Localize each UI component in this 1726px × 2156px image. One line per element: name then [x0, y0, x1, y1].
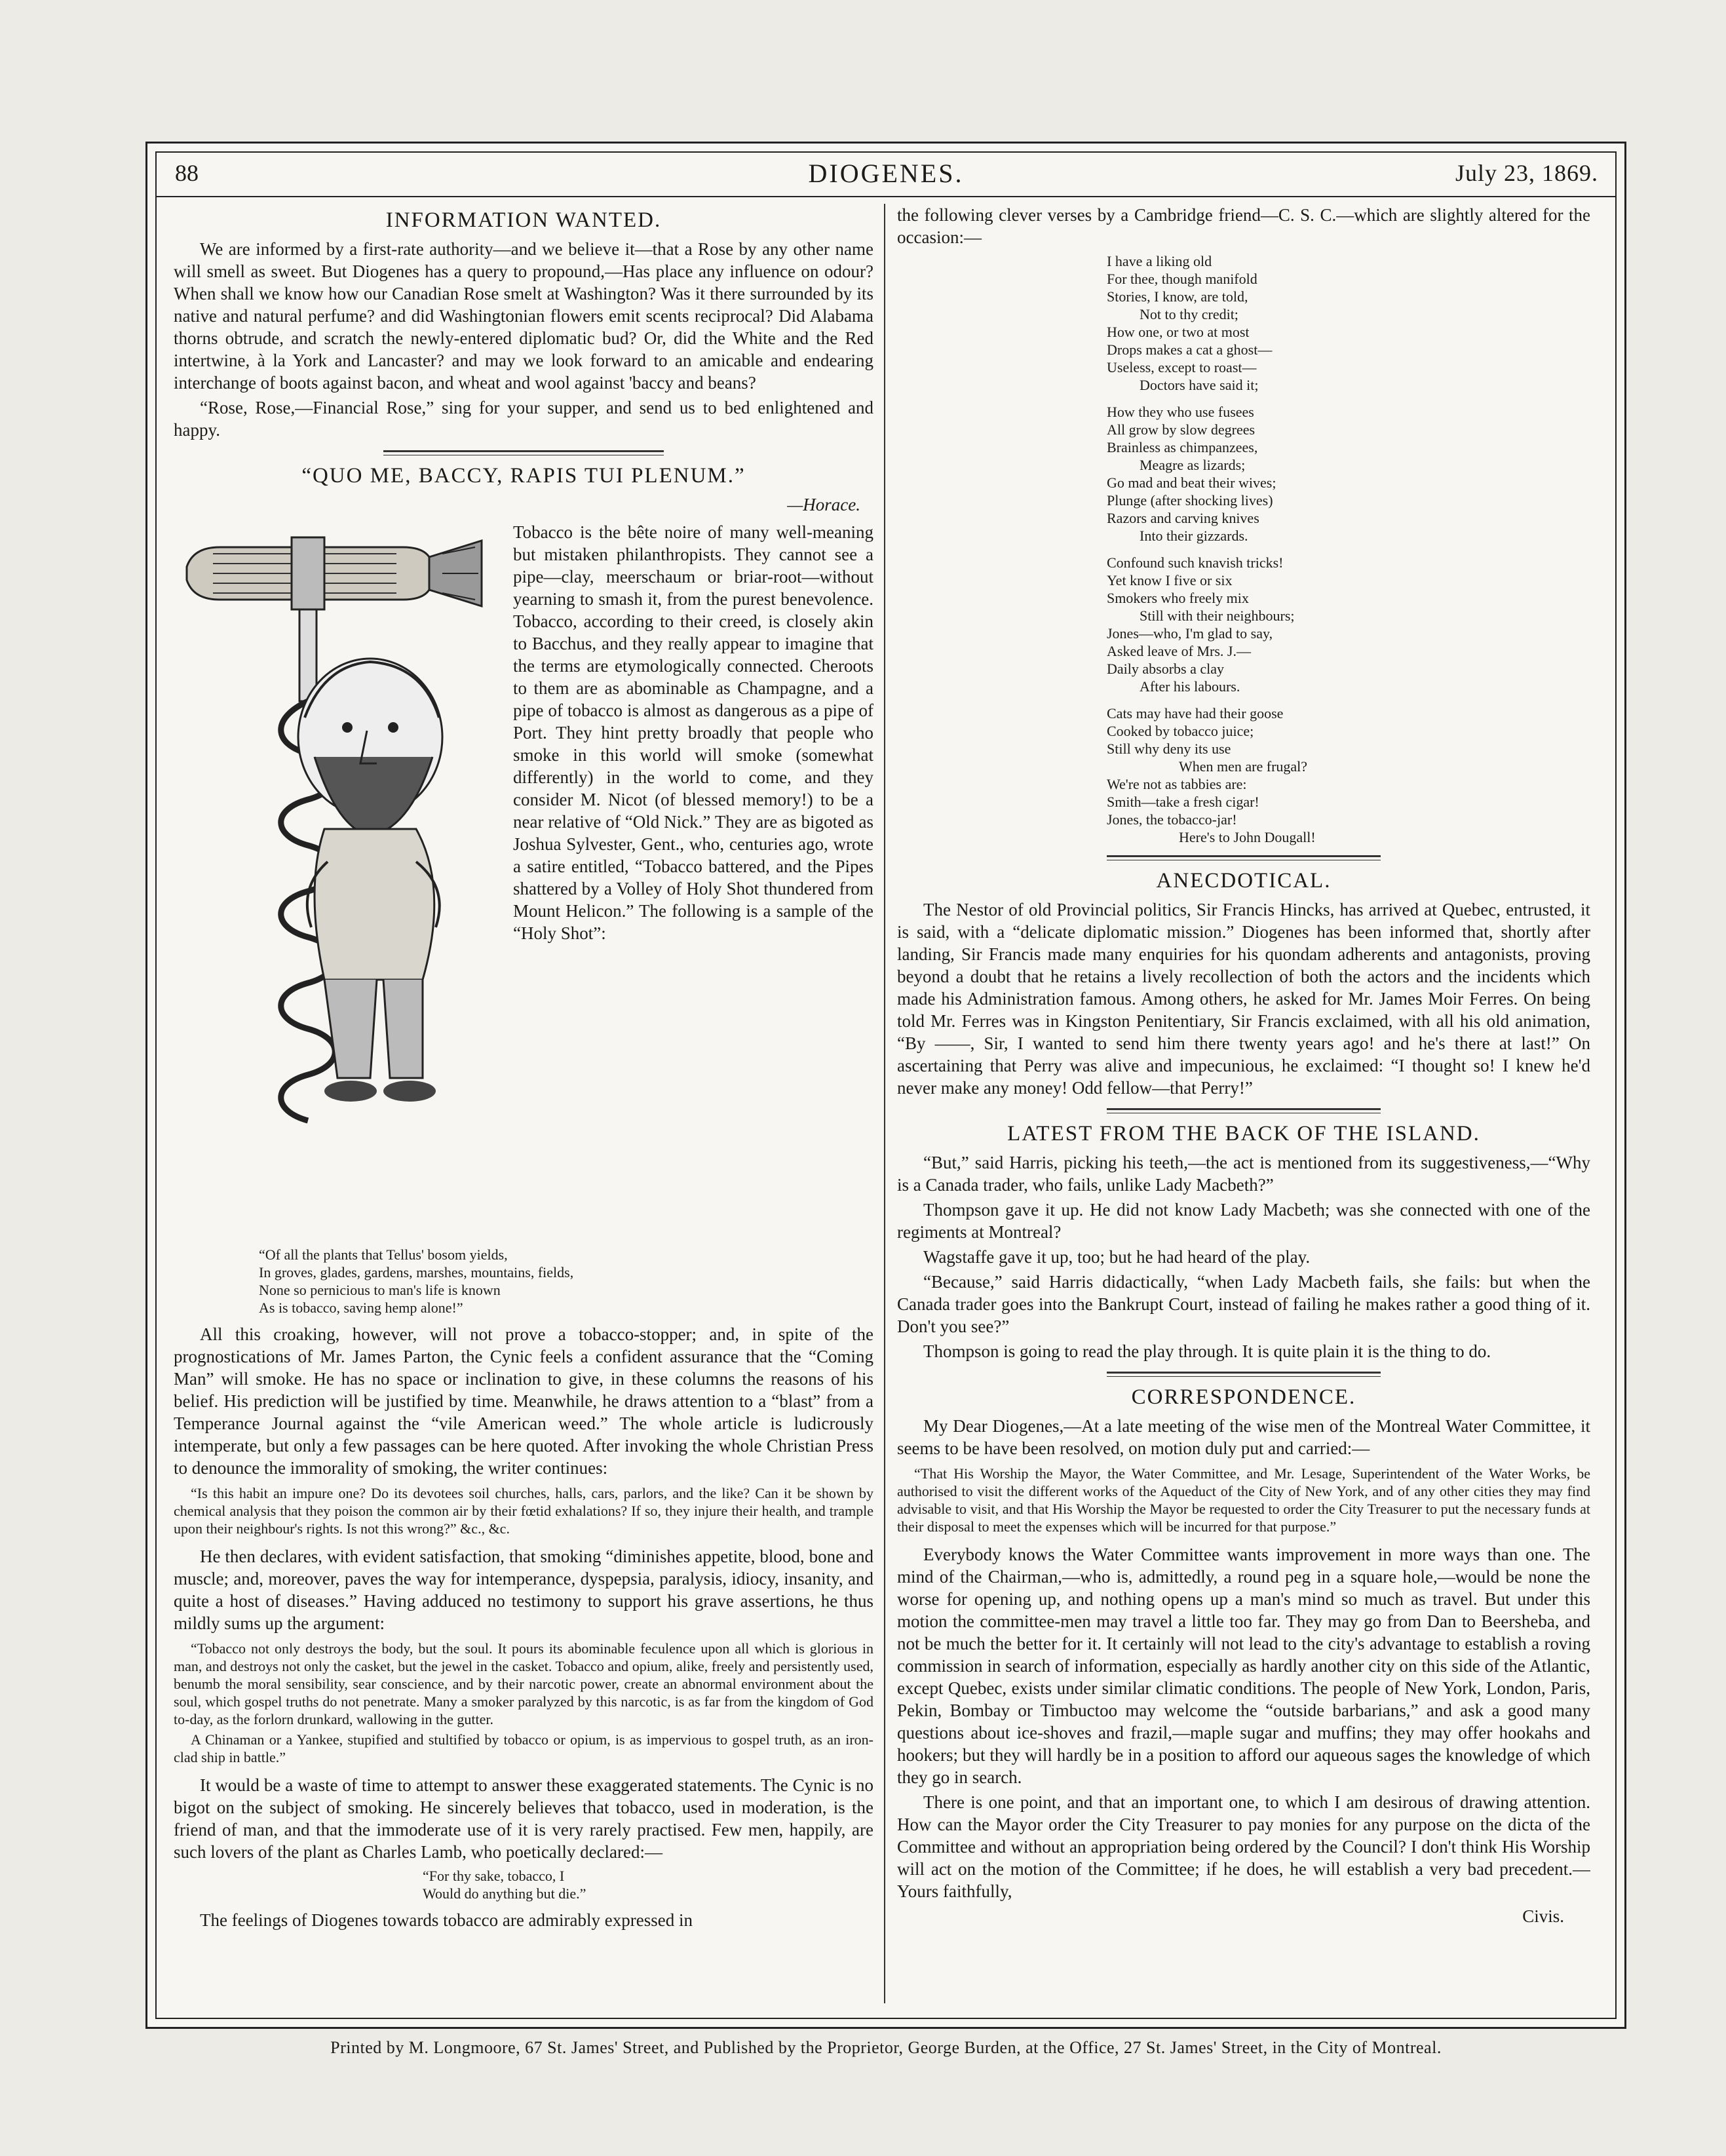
verse-line: Cooked by tobacco juice; — [1107, 723, 1254, 739]
correspondence-intro: My Dear Diogenes,—At a late meeting of the wise men of the Montreal Water Committee, it seems to be have been resolved, on motion duly put and carried:— — [897, 1416, 1590, 1458]
verse-line: Useless, except to roast— — [1107, 359, 1257, 375]
verse-line: After his labours. — [1140, 678, 1240, 695]
page-number: 88 — [175, 160, 199, 186]
column-divider — [884, 204, 885, 2003]
information-wanted-heading: INFORMATION WANTED. — [385, 208, 662, 232]
page-frame — [155, 151, 1617, 2019]
latest-paragraph-2: Thompson gave it up. He did not know Lady Macbeth; was she connected with one of the regiments at Montreal? — [897, 1200, 1590, 1242]
tobacco-body-paragraph-1: All this croaking, however, will not prove a tobacco-stopper; and, in spite of the prognostications of Mr. James Parton, the Cynic feels a confident assurance that the “Coming Man” will smoke. He has no space or inclination to give, in these columns the reasons of his belief. His prediction will be justified by time. Meanwhile, he draws attention to a “blast” from a Temperance Journal against the “vile American weed.” The whole article is ludicrously intemperate, but only a few passages can be here quoted. After invoking the whole Christian Press to denounce the immorality of smoking, the writer continues: — [174, 1324, 873, 1478]
tobacco-body-paragraph-4: The feelings of Diogenes towards tobacco are admirably expressed in — [200, 1910, 693, 1930]
verse-line: Smokers who freely mix — [1107, 590, 1249, 606]
section-rule — [383, 450, 664, 455]
latest-paragraph-5: Thompson is going to read the play through. It is quite plain it is the thing to do. — [923, 1341, 1491, 1361]
quote-text: A Chinaman or a Yankee, stupified and stultified by tobacco or opium, is as impervious to gospel truth, as an iron-clad ship in battle.” — [174, 1731, 873, 1765]
cambridge-verse — [1107, 252, 1590, 846]
tobacco-intro-paragraph: Tobacco is the bête noire of many well-meaning but mistaken philanthropists. They cannot see a pipe—clay, meerschaum or briar-root—without yearning to smash it, from the purest benevolence. Tobacco, according to their creed, is closely akin to Bacchus, and they really appear to imagine that the terms are etymologically connected. Cheroots to them are as abominable as Champagne, and a pipe of tobacco is almost as dangerous as a pipe of Port. They hint pretty broadly that people who smoke in this world will smoke (somewhat differently) in the world to come, and they consider M. Nicot (of blessed memory!) to be a near relative of “Old Nick.” They are as bigoted as Joshua Sylvester, Gent., who, centuries ago, wrote a satire entitled, “Tobacco battered, and the Pipes shattered by a Volley of Holy Shot thundered from Mount Helicon.” The following is a sample of the “Holy Shot”: — [513, 522, 873, 943]
verse-line: Drops makes a cat a ghost— — [1107, 341, 1273, 358]
verse-stanza-3 — [1107, 554, 1590, 695]
printer-imprint: Printed by M. Longmoore, 67 St. James' Street, and Published by the Proprietor, George Burden, at the Office, 27 St. James' Street, in the City of Montreal. — [330, 2038, 1442, 2057]
temperance-quote-2 — [174, 1640, 873, 1766]
issue-date: July 23, 1869. — [1455, 160, 1598, 186]
left-column — [174, 204, 873, 2003]
latest-heading: LATEST FROM THE BACK OF THE ISLAND. — [1007, 1122, 1480, 1145]
correspondence-heading: CORRESPONDENCE. — [1131, 1385, 1356, 1409]
verse-line: Still with their neighbours; — [1140, 607, 1295, 624]
verse-line: Meagre as lizards; — [1140, 457, 1246, 473]
information-paragraph-2: “Rose, Rose,—Financial Rose,” sing for your supper, and send us to bed enlightened and happy. — [174, 398, 873, 440]
verse-line: Asked leave of Mrs. J.— — [1107, 643, 1251, 659]
verse-intro: the following clever verses by a Cambridge friend—C. S. C.—which are slightly altered for the occasion:— — [897, 205, 1590, 247]
verse-line: Here's to John Dougall! — [1179, 829, 1316, 845]
information-paragraph-1: We are informed by a first-rate authority—and we believe it—that a Rose by any other name will smell as sweet. But Diogenes has a query to propound,—Has place any influence on odour? When shall we know how our Canadian Rose smelt at Washington? Was it there surrounded by its native and natural perfume? and did Washingtonian flowers emit scents reciprocal? Did Alabama thorns obtrude, and scratch the newly-entered diplomatic bud? Or, did the White and the Red intertwine, à la York and Lancaster? and may we look forward to an amicable and endearing interchange of boots against bacon, and wheat and wool against 'baccy and beans? — [174, 239, 873, 393]
quote-text: “Tobacco not only destroys the body, but the soul. It pours its abominable feculence upon all which is glorious in man, and destroys not only the casket, but the jewel in the casket. Tobacco and opium, alike, freely and persistently used, benumb the moral sensibility, sear conscience, and by their narcotic power, create an abnormal environment about the soul, which gospel truths do not penetrate. Many a smoker paralyzed by this narcotic, is as far from the kingdom of God to-day, as the forlorn drunkard, wallowing in the gutter. — [174, 1640, 873, 1727]
verse-line: As is tobacco, saving hemp alone!” — [259, 1299, 463, 1316]
quote-text: “Is this habit an impure one? Do its devotees soil churches, halls, cars, parlors, and the like? Can it be shown by chemical analysis that they poison the common air by their fœtid exhalations? If so, they injure their health, and trample upon their neighbour's rights. Is not this wrong?” &c., &c. — [174, 1485, 873, 1537]
masthead — [157, 153, 1615, 197]
tobacco-body-paragraph-2: He then declares, with evident satisfaction, that smoking “diminishes appetite, blood, bone and muscle; and, moreover, paves the way for intemperance, dyspepsia, paralysis, idiocy, insanity, and quite a host of diseases.” Having adduced no testimony to support his grave assertions, he thus mildly sums up the argument: — [174, 1547, 873, 1633]
verse-line: Into their gizzards. — [1140, 528, 1248, 544]
verse-line: Plunge (after shocking lives) — [1107, 492, 1273, 509]
verse-line: I have a liking old — [1107, 253, 1212, 269]
verse-line: Doctors have said it; — [1140, 377, 1259, 393]
verse-line: Brainless as chimpanzees, — [1107, 439, 1258, 455]
verse-stanza-1 — [1107, 252, 1590, 394]
verse-line: Razors and carving knives — [1107, 510, 1259, 526]
verse-line: We're not as tabbies are: — [1107, 776, 1247, 792]
verse-line: None so pernicious to man's life is known — [259, 1282, 501, 1298]
correspondence-signoff: Civis. — [1522, 1906, 1564, 1926]
verse-line: Not to thy credit; — [1140, 306, 1238, 322]
verse-line: Confound such knavish tricks! — [1107, 554, 1284, 571]
water-committee-resolution — [897, 1465, 1590, 1535]
verse-line: How one, or two at most — [1107, 324, 1250, 340]
verse-line: Stories, I know, are told, — [1107, 288, 1248, 305]
temperance-quote-1 — [174, 1484, 873, 1537]
newspaper-page — [145, 142, 1626, 2029]
section-rule — [1107, 1372, 1381, 1377]
verse-line: Go mad and beat their wives; — [1107, 474, 1276, 491]
quote-text: “That His Worship the Mayor, the Water Committee, and Mr. Lesage, Superintendent of the Water Works, be authorised to visit the different works of the Aqueduct of the City of New York, and of any other cities they may find advisable to visit, and that His Worship the Mayor be requested to order the City Treasurer to put the necessary funds at their disposal to meet the expenses which will be incurred for that purpose.” — [897, 1465, 1590, 1535]
verse-line: Jones—who, I'm glad to say, — [1107, 625, 1273, 642]
verse-stanza-4 — [1107, 704, 1590, 846]
horace-attribution: —Horace. — [787, 495, 860, 514]
tobacco-intro-text — [513, 521, 873, 1242]
verse-line: When men are frugal? — [1179, 758, 1308, 775]
verse-line: “Of all the plants that Tellus' bosom yields, — [259, 1246, 508, 1263]
verse-line: Daily absorbs a clay — [1107, 661, 1224, 677]
correspondence-paragraph-2: There is one point, and that an important one, to which I am desirous of drawing attention. How can the Mayor order the City Treasurer to pay monies for any purpose on the dicta of the Committee and without an appropriation being ordered by the Council? I don't think His Worship will act on the motion of the Committee; if he does, he will establish a very bad precedent.—Yours faithfully, — [897, 1792, 1590, 1901]
anecdotical-heading: ANECDOTICAL. — [1156, 869, 1332, 893]
verse-line: Jones, the tobacco-jar! — [1107, 811, 1237, 828]
right-column — [897, 204, 1590, 2003]
verse-line: Yet know I five or six — [1107, 572, 1233, 588]
latest-paragraph-1: “But,” said Harris, picking his teeth,—the act is mentioned from its suggestiveness,—“Why is a Canada trader, who fails, unlike Lady Macbeth?” — [897, 1153, 1590, 1195]
verse-line: Smith—take a fresh cigar! — [1107, 794, 1259, 810]
verse-line: All grow by slow degrees — [1107, 421, 1256, 438]
verse-line: Cats may have had their goose — [1107, 705, 1284, 722]
lamb-verse — [423, 1867, 873, 1902]
tobacco-article-intro — [174, 521, 873, 1242]
quo-me-heading: “QUO ME, BACCY, RAPIS TUI PLENUM.” — [301, 464, 746, 488]
corkscrew-caricature-illustration — [174, 521, 501, 1242]
section-rule — [1107, 855, 1381, 860]
verse-line: Would do anything but die.” — [423, 1885, 586, 1902]
tobacco-body-paragraph-3: It would be a waste of time to attempt to answer these exaggerated statements. The Cynic is no bigot on the subject of smoking. He sincerely believes that tobacco, used in moderation, is the friend of man, and that the immoderate use of it is very rarely practised. Few men, happily, are such lovers of the plant as Charles Lamb, who poetically declared:— — [174, 1775, 873, 1862]
latest-paragraph-3: Wagstaffe gave it up, too; but he had heard of the play. — [923, 1247, 1311, 1267]
verse-line: Still why deny its use — [1107, 741, 1231, 757]
correspondence-paragraph-1: Everybody knows the Water Committee wants improvement in more ways than one. The mind of the Chairman,—who is, admittedly, a round peg in a square hole,—would be none the worse for opening up, and nothing opens up a man's mind so much as travel. But under this motion the committee-men may travel a little too far. They may go from Dan to Beersheba, and not be much the better for it. It certainly will not lead to the city's advantage to establish a roving commission in search of information, especially as hardly another city on this side of the Atlantic, except Quebec, exists under similar climatic conditions. The people of New York, London, Paris, Pekin, Bombay or Timbuctoo may welcome the “outside barbarians,” and ask a good many questions about ice-shoves and frazil,—maple sugar and muffins; they may offer hookahs and hookers; but they will hardly be in a position to afford our aqueous sages the knowledge of which they go in search. — [897, 1545, 1590, 1787]
verse-line: For thee, though manifold — [1107, 271, 1257, 287]
section-rule — [1107, 1108, 1381, 1113]
anecdotical-paragraph: The Nestor of old Provincial politics, Sir Francis Hincks, has arrived at Quebec, entrusted, it is said, with a “delicate diplomatic mission.” Diogenes has been informed that, shortly after landing, Sir Francis made many enquiries for his quondam adherents and antagonists, proving beyond a doubt that he retains a lively recollection of both the actors and the incidents which made his Administration famous. Among others, he asked for Mr. James Moir Ferres. On being told Mr. Ferres was in Kingston Penitentiary, Sir Francis exclaimed, with all his old animation, “By ——, Sir, I wanted to send him there twenty years ago! and he's there at last!” On ascertaining that Perry was alive and impecunious, he exclaimed: “I thought so! I knew he'd never make any money! Odd fellow—that Perry!” — [897, 900, 1590, 1098]
holy-shot-verse — [259, 1246, 873, 1317]
latest-paragraph-4: “Because,” said Harris didactically, “when Lady Macbeth fails, she fails: but when the Canada trader goes into the Bankrupt Court, instead of failing he makes rather a good thing of it. Don't you see?” — [897, 1272, 1590, 1336]
verse-stanza-2 — [1107, 403, 1590, 545]
verse-line: “For thy sake, tobacco, I — [423, 1868, 565, 1884]
verse-line: In groves, glades, gardens, marshes, mountains, fields, — [259, 1264, 574, 1280]
verse-line: How they who use fusees — [1107, 404, 1254, 420]
newspaper-title: DIOGENES. — [808, 159, 964, 188]
